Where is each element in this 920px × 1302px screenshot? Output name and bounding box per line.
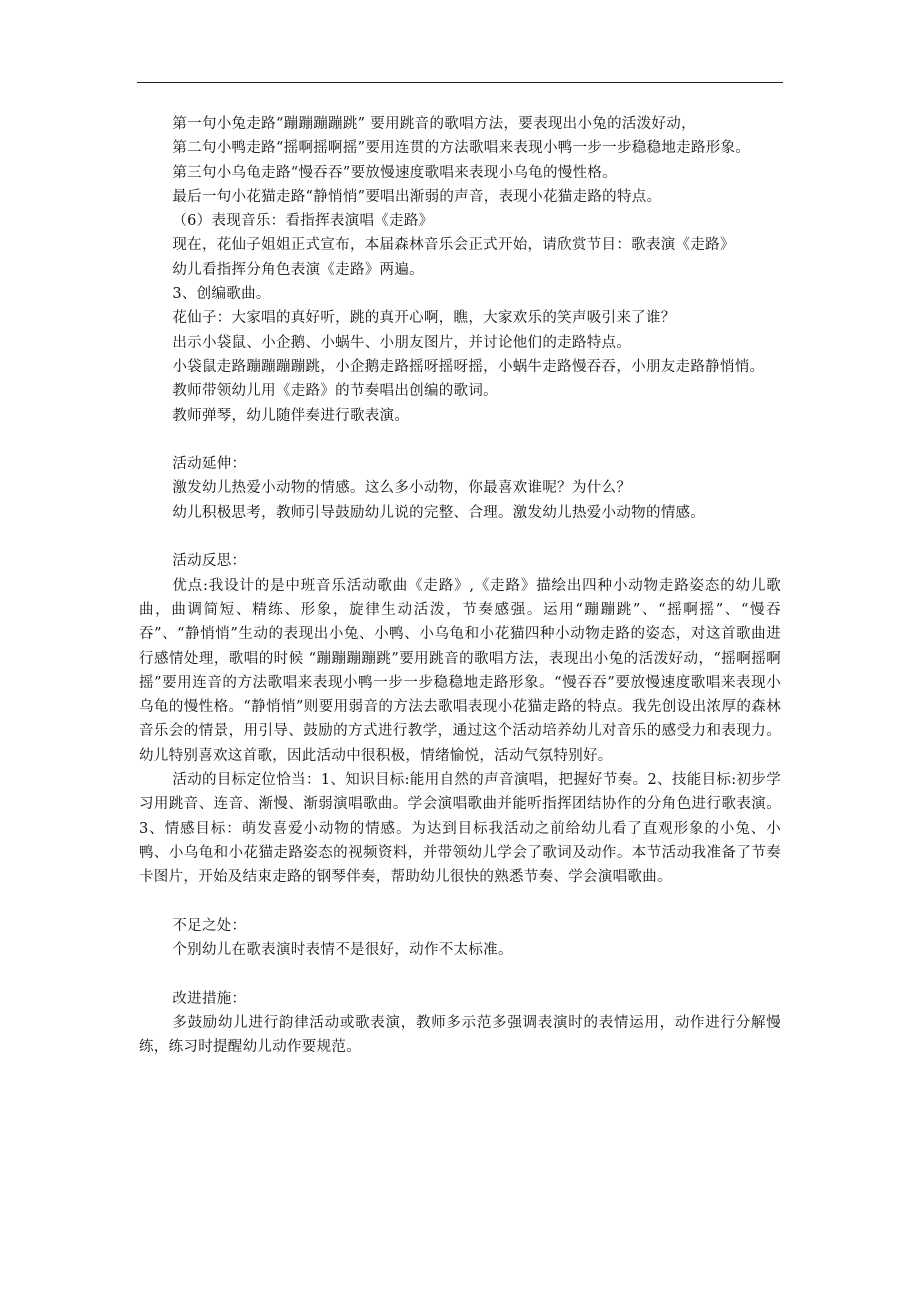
blank-line: [139, 428, 781, 452]
heading-improvements: 改进措施：: [172, 990, 247, 1007]
blank-line: [139, 525, 781, 549]
paragraph-announcement: 现在，花仙子姐姐正式宣布，本届森林音乐会正式开始，请欣赏节目：歌表演《走路》: [172, 237, 735, 254]
heading-shortcomings: 不足之处：: [172, 917, 247, 934]
paragraph-strengths: 优点:我设计的是中班音乐活动歌曲《走路》,《走路》描绘出四种小动物走路姿态的幼儿歌曲，曲调简短、精练、形象，旋律生动活泼，节奏感强。运用“蹦蹦跳”、“摇啊摇”、“慢吞吞”、“静悄悄”生动的表现出小兔、小鸭、小乌龟和小花猫四种小动物走路的姿态，对这首歌曲进行感情处理，歌唱的时候 “蹦蹦蹦蹦跳”要用跳音的歌唱方法，表现出小兔的活泼好动，“摇啊摇啊摇”要用连音的方法歌唱来表现小鸭一步一步稳稳地走路形象。“慢吞吞”要放慢速度歌唱来表现小乌龟的慢性格。“静悄悄”则要用弱音的方法去歌唱表现小花猫走路的特点。我先创设出浓厚的森林音乐会的情景，用引导、鼓励的方式进行教学，通过这个活动培养幼儿对音乐的感受力和表现力。幼儿特别喜欢这首歌，因此活动中很积极，情绪愉悦，活动气氛特别好。: [139, 577, 781, 764]
paragraph-extension-question: 激发幼儿热爱小动物的情感。这么多小动物，你最喜欢谁呢？为什么？: [172, 480, 632, 497]
paragraph-duck-line: 第二句小鸭走路“摇啊摇啊摇”要用连贯的方法歌唱来表现小鸭一步一步稳稳地走路形象。: [172, 140, 751, 157]
paragraph-extension-guide: 幼儿积极思考，教师引导鼓励幼儿说的完整、合理。激发幼儿热爱小动物的情感。: [172, 504, 706, 521]
paragraph-step-6: （6）表现音乐：看指挥表演唱《走路》: [172, 213, 434, 230]
document-body: [139, 112, 781, 1060]
paragraph-teacher-lead: 教师带领幼儿用《走路》的节奏唱出创编的歌词。: [172, 383, 498, 400]
paragraph-improvements: 多鼓励幼儿进行韵律活动或歌表演，教师多示范多强调表演时的表情运用，动作进行分解慢练，练习时提醒幼儿动作要规范。: [139, 1014, 781, 1056]
paragraph-perform: 幼儿看指挥分角色表演《走路》两遍。: [172, 261, 424, 278]
heading-reflection: 活动反思：: [172, 553, 247, 570]
paragraph-show-pictures: 出示小袋鼠、小企鹅、小蜗牛、小朋友图片，并讨论他们的走路特点。: [172, 334, 632, 351]
paragraph-animal-walks: 小袋鼠走路蹦蹦蹦蹦跳，小企鹅走路摇呀摇呀摇，小蜗牛走路慢吞吞，小朋友走路静悄悄。: [172, 358, 765, 375]
paragraph-fairy: 花仙子：大家唱的真好听，跳的真开心啊，瞧，大家欢乐的笑声吸引来了谁？: [172, 310, 676, 327]
paragraph-cat-line: 最后一句小花猫走路“静悄悄”要唱出渐弱的声音，表现小花猫走路的特点。: [172, 188, 662, 205]
heading-extension: 活动延伸：: [172, 456, 247, 473]
paragraph-turtle-line: 第三句小乌龟走路“慢吞吞”要放慢速度歌唱来表现小乌龟的慢性格。: [172, 164, 617, 181]
paragraph-step-3: 3、创编歌曲。: [172, 286, 271, 303]
blank-line: [139, 962, 781, 986]
paragraph-objectives: 活动的目标定位恰当：1、知识目标:能用自然的声音演唱，把握好节奏。2、技能目标:初步学习用跳音、连音、渐慢、渐弱演唱歌曲。学会演唱歌曲并能听指挥团结协作的分角色进行歌表演。3、情感目标：萌发喜爱小动物的情感。为达到目标我活动之前给幼儿看了直观形象的小兔、小鸭、小乌龟和小花猫走路姿态的视频资料，并带领幼儿学会了歌词及动作。本节活动我准备了节奏卡图片，开始及结束走路的钢琴伴奏，帮助幼儿很快的熟悉节奏、学会演唱歌曲。: [139, 772, 781, 886]
paragraph-shortcomings: 个别幼儿在歌表演时表情不是很好，动作不太标准。: [172, 942, 513, 959]
header-rule: [137, 82, 783, 83]
blank-line: [139, 890, 781, 914]
paragraph-teacher-piano: 教师弹琴，幼儿随伴奏进行歌表演。: [172, 407, 410, 424]
paragraph-rabbit-line: 第一句小兔走路“蹦蹦蹦蹦跳” 要用跳音的歌唱方法，要表现出小兔的活泼好动，: [172, 116, 696, 132]
